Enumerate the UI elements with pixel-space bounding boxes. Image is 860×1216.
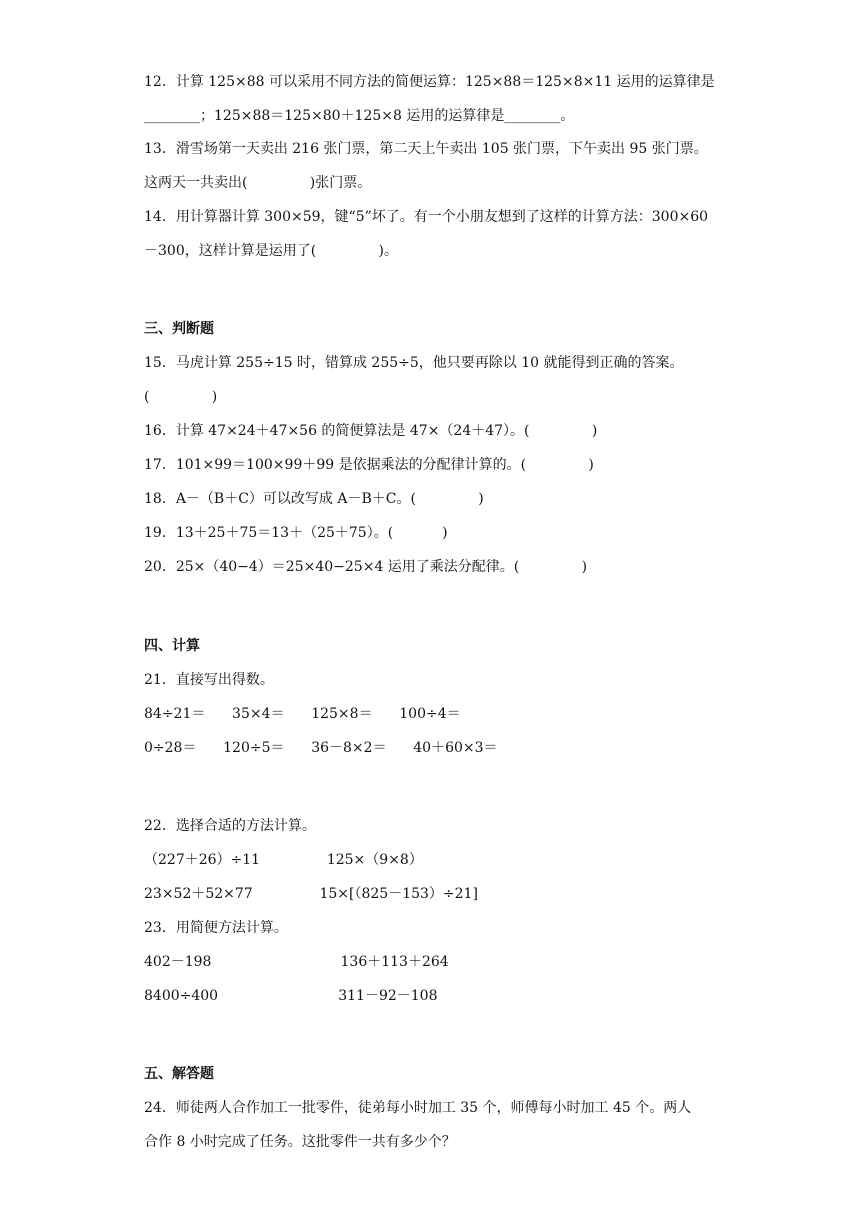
question-23-title: 23．用简便方法计算。 <box>144 920 288 936</box>
question-13-line-1: 13．滑雪场第一天卖出 216 张门票，第二天上午卖出 105 张门票，下午卖出 95 张门票。 <box>144 141 708 157</box>
question-22-title: 22．选择合适的方法计算。 <box>144 818 316 834</box>
question-23-row-1: 402－198 136＋113＋264 <box>144 954 449 970</box>
question-14-line-1: 14．用计算器计算 300×59，键“5”坏了。有一个小朋友想到了这样的计算方法：300×60 <box>144 209 709 225</box>
question-24-line-2: 合作 8 小时完成了任务。这批零件一共有多少个？ <box>144 1134 456 1150</box>
question-17: 17．101×99＝100×99＋99 是依据乘法的分配律计算的。( ) <box>144 457 594 473</box>
question-22-row-1: （227＋26）÷11 125×（9×8） <box>144 852 423 868</box>
section-heading-word-problems: 五、解答题 <box>144 1066 214 1082</box>
section-heading-calculation: 四、计算 <box>144 638 200 654</box>
question-15-line-1: 15．马虎计算 255÷15 时，错算成 255÷5，他只要再除以 10 就能得到正确的答案。 <box>144 355 684 371</box>
question-19: 19．13＋25＋75＝13＋（25＋75）。( ) <box>144 525 448 541</box>
section-heading-judgement: 三、判断题 <box>144 321 214 337</box>
question-21-title: 21．直接写出得数。 <box>144 672 274 688</box>
question-12-line-1: 12．计算 125×88 可以采用不同方法的简便运算：125×88＝125×8×11 运用的运算律是 <box>144 74 715 90</box>
question-21-row-2: 0÷28＝ 120÷5＝ 36－8×2＝ 40＋60×3＝ <box>144 740 498 756</box>
question-18: 18．A－（B＋C）可以改写成 A－B＋C。( ) <box>144 491 484 507</box>
question-13-line-2: 这两天一共卖出( )张门票。 <box>144 175 372 191</box>
question-23-row-2: 8400÷400 311－92－108 <box>144 988 438 1004</box>
question-12-line-2: ________；125×88＝125×80＋125×8 运用的运算律是________。 <box>144 108 575 124</box>
question-21-row-1: 84÷21＝ 35×4＝ 125×8＝ 100÷4＝ <box>144 706 461 722</box>
question-15-answer-blank: ( ) <box>144 389 218 405</box>
question-16: 16．计算 47×24＋47×56 的简便算法是 47×（24＋47）。( ) <box>144 423 598 439</box>
question-20: 20．25×（40−4）＝25×40−25×4 运用了乘法分配律。( ) <box>144 559 588 575</box>
question-24-line-1: 24．师徒两人合作加工一批零件，徒弟每小时加工 35 个，师傅每小时加工 45 个。两人 <box>144 1100 692 1116</box>
question-22-row-2: 23×52＋52×77 15×[（825－153）÷21] <box>144 886 478 902</box>
question-14-line-2: －300，这样计算是运用了( )。 <box>144 243 398 259</box>
